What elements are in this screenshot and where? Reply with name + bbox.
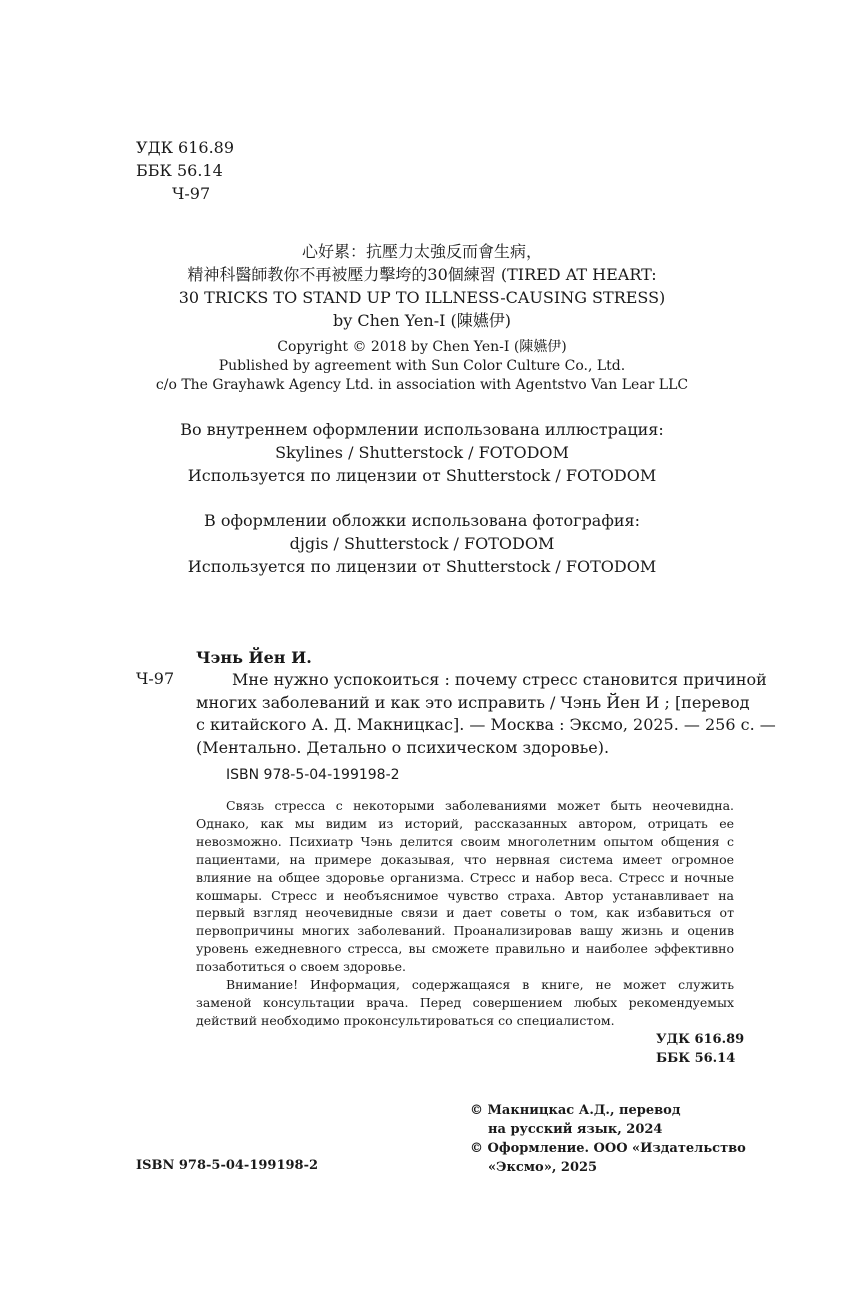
udk-code: УДК 616.89 bbox=[136, 138, 235, 157]
catalog-entry-line: многих заболеваний и как это исправить / Чэнь Йен И ; [перевод bbox=[196, 692, 750, 712]
cover-photo-line-1: В оформлении обложки использована фотография: bbox=[203, 511, 641, 530]
bottom-bbk-code: ББК 56.14 bbox=[656, 1051, 736, 1066]
copyright-holders bbox=[470, 1101, 746, 1177]
catalog-author-heading: Чэнь Йен И. bbox=[196, 648, 312, 667]
inner-illustration-line-2: Skylines / Shutterstock / FOTODOM bbox=[275, 443, 569, 462]
top-classification-codes bbox=[136, 136, 234, 205]
annotation-paragraph: Связь стресса с некоторыми заболеваниями может быть неочевидна. Однако, как мы видим из историй, рассказанных автором, отрицать ее невозможно. Психиатр Чэнь делится своим многолетним опытом общения с пациентами, на примере доказывая, что нервная система имеет огромное влияние на общее здоровье организма. Стресс и набор веса. Стресс и ночные кошмары. Стресс и необъяснимое чувство страха. Автор устанавливает на первый взгляд неочевидные связи и дает советы о том, как избавиться от первопричины многих заболеваний. Проанализировав вашу жизнь и оценив уровень ежедневного стресса, вы сможете правильно и наиболее эффективно позаботиться о своем здоровье. bbox=[196, 798, 734, 975]
catalog-entry bbox=[196, 669, 776, 759]
cover-photo-line-2: djgis / Shutterstock / FOTODOM bbox=[289, 534, 555, 553]
book-annotation bbox=[196, 797, 734, 1030]
annotation-warning: Внимание! Информация, содержащаяся в книге, не может служить заменой консультации врача. Перед совершением любых рекомендуемых действий необходимо проконсультироваться со специалистом. bbox=[196, 977, 734, 1028]
copyright-notice bbox=[0, 338, 844, 395]
inner-illustration-credit bbox=[0, 418, 844, 487]
translation-copyright-cont: на русский язык, 2024 bbox=[488, 1122, 663, 1137]
translation-copyright: © Макницкас А.Д., перевод bbox=[470, 1103, 681, 1118]
original-author-line: by Chen Yen-I (陳嬿伊) bbox=[332, 311, 512, 330]
catalog-entry-line: Мне нужно успокоиться : почему стресс становится причиной bbox=[232, 670, 767, 689]
bbk-code: ББК 56.14 bbox=[136, 161, 223, 180]
catalog-isbn: ISBN 978-5-04-199198-2 bbox=[226, 767, 400, 783]
inner-illustration-line-3: Используется по лицензии от Shutterstock / FOTODOM bbox=[187, 466, 657, 485]
original-title-block bbox=[0, 240, 844, 332]
catalog-author-sign: Ч-97 bbox=[136, 669, 175, 688]
design-copyright: © Оформление. ООО «Издательство bbox=[470, 1141, 746, 1156]
original-title-line-2: 精神科醫師教你不再被壓力擊垮的30個練習 (TIRED AT HEART: bbox=[187, 265, 657, 284]
cover-photo-credit bbox=[0, 509, 844, 578]
copyright-line-1: Copyright © 2018 by Chen Yen-I (陳嬿伊) bbox=[277, 339, 567, 355]
inner-illustration-line-1: Во внутреннем оформлении использована иллюстрация: bbox=[180, 420, 664, 439]
author-sign-code: Ч-97 bbox=[172, 184, 211, 203]
catalog-entry-line: (Ментально. Детально о психическом здоровье). bbox=[196, 737, 610, 757]
copyright-line-2: Published by agreement with Sun Color Culture Co., Ltd. bbox=[218, 358, 626, 374]
bottom-classification-codes bbox=[656, 1030, 744, 1068]
design-copyright-cont: «Эксмо», 2025 bbox=[488, 1160, 598, 1175]
isbn-bottom: ISBN 978-5-04-199198-2 bbox=[136, 1158, 319, 1173]
copyright-line-3: c/o The Grayhawk Agency Ltd. in association with Agentstvo Van Lear LLC bbox=[155, 377, 689, 393]
catalog-entry-line: с китайского А. Д. Макницкас]. — Москва : Эксмо, 2025. — 256 с. — bbox=[196, 715, 776, 734]
bottom-udk-code: УДК 616.89 bbox=[656, 1032, 745, 1047]
cover-photo-line-3: Используется по лицензии от Shutterstock / FOTODOM bbox=[187, 557, 657, 576]
original-title-line-1: 心好累：抗壓力太強反而會生病， bbox=[301, 242, 542, 261]
original-title-line-3: 30 TRICKS TO STAND UP TO ILLNESS-CAUSING STRESS) bbox=[178, 288, 666, 307]
